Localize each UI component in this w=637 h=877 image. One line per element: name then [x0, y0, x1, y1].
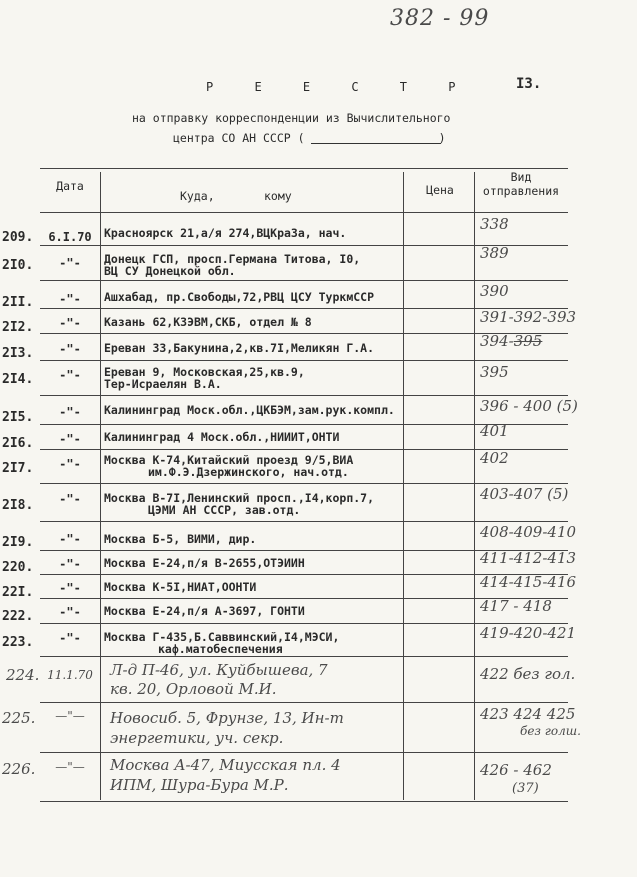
row-date: —"— — [55, 760, 85, 774]
row-number: 224. — [6, 666, 40, 684]
row-destination: Казань 62,КЗЭВМ,СКБ, отдел № 8 — [104, 315, 312, 329]
row-kind-note: (37) — [512, 781, 539, 796]
register-title: Р Е Е С Т Р — [206, 80, 473, 94]
row-rule — [40, 360, 568, 361]
row-number: 22I. — [2, 585, 34, 600]
row-date: -"- — [59, 581, 81, 595]
col-divider-date — [100, 172, 101, 800]
row-destination: Ереван 9, Московская,25,кв.9, — [104, 365, 305, 379]
row-date: -"- — [59, 316, 81, 330]
row-kind: 419-420-421 — [480, 624, 577, 642]
row-rule — [40, 395, 568, 396]
row-kind: 408-409-410 — [480, 523, 577, 541]
row-rule — [40, 752, 568, 753]
row-number: 2I4. — [2, 372, 34, 387]
row-destination-line2: каф.матобеспечения — [158, 642, 283, 656]
row-destination: Ереван 33,Бакунина,2,кв.7I,Меликян Г.А. — [104, 341, 375, 355]
row-number: 2I8. — [2, 498, 34, 513]
row-kind: 396 - 400 (5) — [480, 397, 578, 415]
row-kind: 414-415-416 — [480, 573, 577, 591]
row-destination: Москва Б-5, ВИМИ, дир. — [104, 532, 257, 546]
row-destination-line2: кв. 20, Орловой М.И. — [110, 680, 277, 698]
row-number: 2I5. — [2, 410, 34, 425]
row-date: -"- — [59, 457, 81, 471]
row-destination-line2: им.Ф.Э.Дзержинского, нач.отд. — [148, 465, 349, 479]
row-rule — [40, 656, 568, 657]
row-date: -"- — [59, 432, 81, 446]
row-number: 2I3. — [2, 346, 34, 361]
row-number: 2II. — [2, 295, 34, 310]
row-rule — [40, 702, 568, 703]
register-subtitle-line1: на отправку корреспонденции из Вычислительного — [132, 111, 451, 125]
row-kind: 390 — [480, 282, 509, 300]
row-destination: Л-д П-46, ул. Куйбышева, 7 — [110, 661, 328, 679]
row-kind-struck: 395 — [513, 332, 543, 350]
row-kind: 402 — [480, 449, 509, 467]
row-kind — [480, 333, 542, 349]
archive-number: 382 - 99 — [390, 6, 490, 31]
row-number: 2I6. — [2, 436, 34, 451]
header-kind-line1: Вид — [510, 170, 532, 184]
row-date: -"- — [59, 492, 81, 506]
row-kind: 417 - 418 — [480, 597, 552, 615]
page-number: I3. — [516, 76, 542, 92]
row-number: 2I0. — [2, 258, 34, 273]
row-rule — [40, 521, 568, 522]
row-rule — [40, 280, 568, 281]
row-number: 2I2. — [2, 320, 34, 335]
table-top-rule — [40, 168, 568, 169]
row-kind: 403-407 (5) — [480, 485, 569, 503]
row-kind-value: 394- — [480, 332, 514, 350]
row-date: -"- — [59, 256, 81, 270]
row-kind: 391-392-393 — [480, 308, 577, 326]
row-destination: Москва К-5I,НИАТ,ООНТИ — [104, 580, 257, 594]
row-kind: 389 — [480, 244, 509, 262]
row-number: 223. — [2, 635, 34, 650]
header-price: Цена — [426, 183, 454, 197]
register-subtitle-line2: центра СО АН СССР ( ) — [173, 131, 446, 145]
row-number: 226. — [2, 760, 36, 778]
row-destination: Красноярск 21,а/я 274,ВЦКраЗа, нач. — [104, 226, 347, 240]
row-date: -"- — [59, 605, 81, 619]
header-dest-whom: кому — [264, 189, 292, 203]
row-date: -"- — [59, 557, 81, 571]
row-destination: Москва В-7I,Ленинский просп.,I4,корп.7, — [104, 491, 375, 505]
row-kind: 422 без гол. — [480, 665, 576, 683]
row-destination-line2: ЦЭМИ АН СССР, зав.отд. — [148, 503, 301, 517]
row-number: 220. — [2, 560, 34, 575]
blank-fill-line — [311, 143, 441, 144]
row-date: -"- — [59, 532, 81, 546]
row-kind: 338 — [480, 215, 509, 233]
row-kind: 423 424 425 — [480, 705, 576, 723]
row-date: -"- — [59, 631, 81, 645]
row-date: -"- — [59, 405, 81, 419]
row-date: —"— — [55, 709, 85, 723]
header-kind-line2: отправления — [482, 184, 560, 198]
row-destination-line2: Тер-Исраелян В.А. — [104, 377, 222, 391]
row-number: 2I9. — [2, 535, 34, 550]
row-destination: Калининград Моск.обл.,ЦКБЭМ,зам.рук.компл. — [104, 403, 395, 417]
header-date: Дата — [56, 179, 84, 193]
header-dest-where: Куда, — [180, 189, 215, 203]
row-kind: 426 - 462 — [480, 761, 552, 779]
row-kind: 401 — [480, 422, 509, 440]
row-date: -"- — [59, 368, 81, 382]
row-destination: Москва К-74,Китайский проезд 9/5,ВИА — [104, 453, 354, 467]
row-date: -"- — [59, 292, 81, 306]
row-date: 11.1.70 — [47, 668, 93, 682]
row-destination: Москва Е-24,п/я В-2655,ОТЭИИН — [104, 556, 305, 570]
row-destination: Калининград 4 Моск.обл.,НИИИТ,ОНТИ — [104, 430, 340, 444]
row-destination: Москва А-47, Миусская пл. 4 — [110, 756, 341, 774]
row-destination: Донецк ГСП, просп.Германа Титова, I0, — [104, 252, 361, 266]
row-number: 209. — [2, 230, 34, 245]
col-divider-kind — [474, 172, 475, 800]
row-destination-line2: ИПМ, Шура-Бура М.Р. — [110, 776, 289, 794]
row-rule — [40, 801, 568, 802]
row-kind: 411-412-413 — [480, 549, 577, 567]
row-destination: Москва Е-24,п/я А-3697, ГОНТИ — [104, 604, 305, 618]
row-number: 222. — [2, 609, 34, 624]
row-number: 225. — [2, 709, 36, 727]
row-number: 2I7. — [2, 461, 34, 476]
row-date: 6.I.70 — [48, 230, 92, 244]
row-kind-note: без голш. — [520, 724, 581, 738]
header-bottom-rule — [40, 212, 568, 213]
row-destination: Ашхабад, пр.Свободы,72,РВЦ ЦСУ ТуркмССР — [104, 290, 375, 304]
register-subtitle-text: центра СО АН СССР ( — [173, 131, 305, 145]
row-destination: Новосиб. 5, Фрунзе, 13, Ин-т — [110, 709, 344, 727]
row-rule — [40, 483, 568, 484]
row-destination: Москва Г-435,Б.Саввинский,I4,МЭСИ, — [104, 630, 340, 644]
row-date: -"- — [59, 342, 81, 356]
row-destination-line2: ВЦ СУ Донецкой обл. — [104, 264, 236, 278]
row-destination-line2: энергетики, уч. секр. — [110, 729, 284, 747]
row-kind: 395 — [480, 363, 509, 381]
